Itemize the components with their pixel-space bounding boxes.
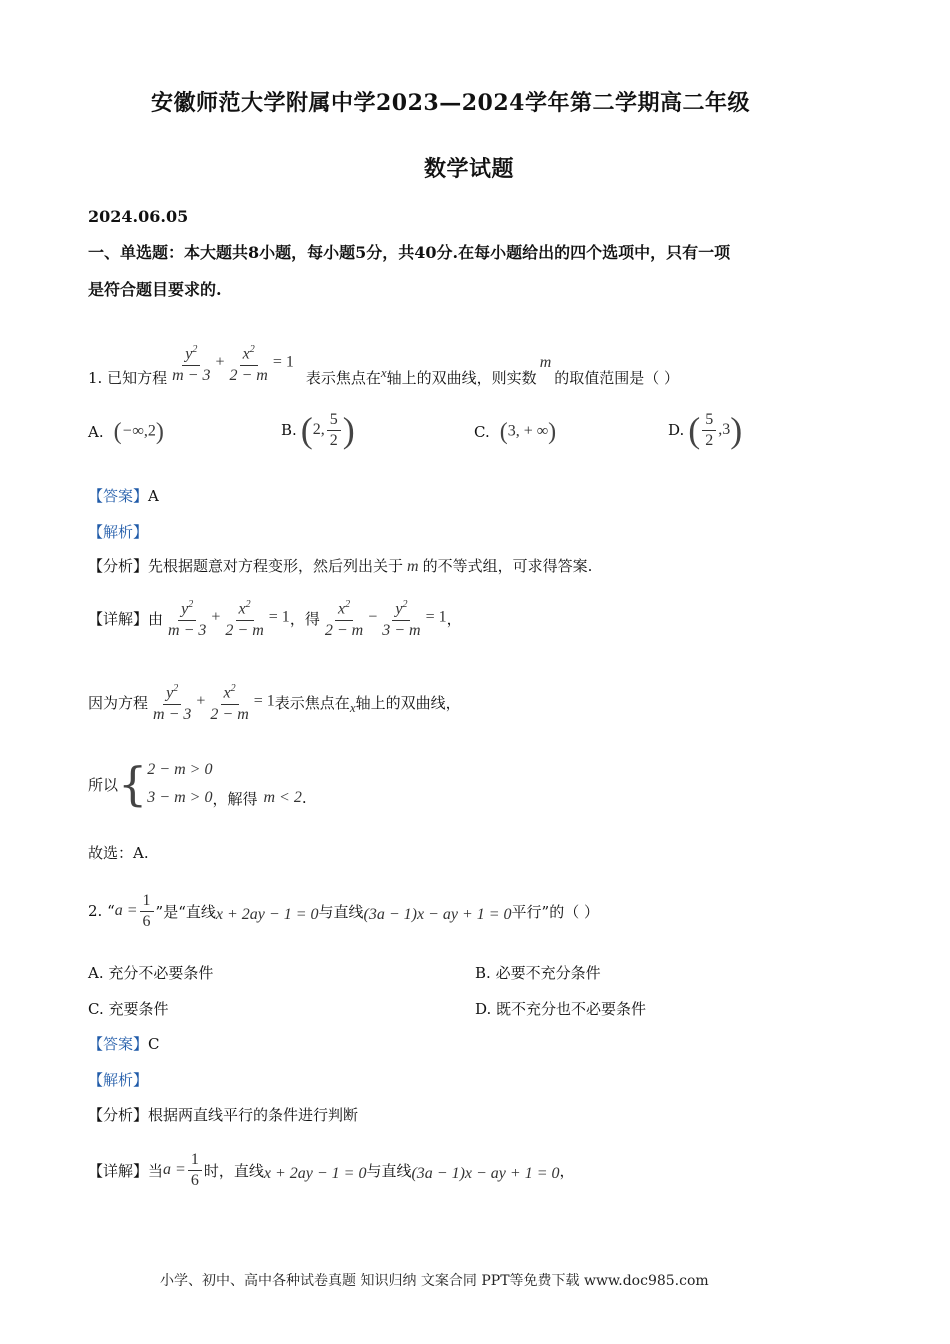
answer-line: 【答案】A xyxy=(88,487,159,505)
exam-date: 2024.06.05 xyxy=(88,207,189,226)
detail-system: 所以 { 2 − m > 0 3 − m > 0 ，解得 m < 2 . xyxy=(88,757,307,811)
detail-line-2: 因为方程 $\frac{y^2}{m - 3}$ + $\frac{x^2}{2 - m}$ = 1 表示焦点在 x 轴上的双曲线， xyxy=(88,672,461,732)
option-d: D. ( $\frac{5}{2}$ ,3 ) xyxy=(668,410,743,450)
page-title: 安徽师范大学附属中学2023—2024学年第二学期高二年级 xyxy=(151,90,750,116)
answer-line: 【答案】C xyxy=(88,1035,160,1053)
option-c: C. (3, + ∞) xyxy=(474,419,557,445)
option-d: D. 既不充分也不必要条件 xyxy=(475,1000,647,1018)
option-a: A. (−∞,2) xyxy=(88,419,164,445)
option-c: C. 充要条件 xyxy=(88,1000,169,1018)
analysis-heading: 【解析】 xyxy=(88,523,149,541)
analysis-text: 【分析】先根据题意对方程变形，然后列出关于 m 的不等式组，可求得答案. xyxy=(88,557,593,575)
question-2-stem: 2. “ a = $\frac{1}{6}$ ”是“直线 x + 2ay − 1 = 0 与直线 (3a − 1)x − ay + 1 = 0 平行”的（ ） xyxy=(88,891,599,930)
analysis-text: 【分析】根据两直线平行的条件进行判断 xyxy=(88,1106,359,1124)
analysis-heading: 【解析】 xyxy=(88,1071,149,1089)
option-b: B. ( 2, $\frac{5}{2}$ ) xyxy=(281,410,355,450)
section-heading-line2: 是符合题目要求的. xyxy=(88,280,222,299)
option-a: A. 充分不必要条件 xyxy=(88,964,214,982)
page-subtitle: 数学试题 xyxy=(424,156,515,182)
detail-line: 【详解】 当 a = $\frac{1}{6}$ 时，直线 x + 2ay − 1 = 0 与直线 (3a − 1)x − ay + 1 = 0 ， xyxy=(88,1150,575,1189)
question-1-stem: 1. 已知方程 $\frac{y^2}{m - 3}$ + $\frac{x^2}{2 - m}$ = 1 表示焦点在 x 轴上的双曲线，则实数 m 的取值范围是（ ） xyxy=(88,328,679,398)
choice-line: 故选：A. xyxy=(88,844,149,862)
section-heading-line1: 一、单选题：本大题共8小题，每小题5分，共40分.在每小题给出的四个选项中，只有一项 xyxy=(88,243,731,262)
equation: $\frac{y^2}{m - 3}$ + $\frac{x^2}{2 - m}$ = 1 xyxy=(167,341,294,384)
detail-line-1: 【详解】 由 $\frac{y^2}{m - 3}$ + $\frac{x^2}{2 - m}$ = 1 ，得 $\frac{x^2}{2 - m}$ − $\frac{y^2}{3 - m}$ = 1 ， xyxy=(88,588,462,648)
footer-text: 小学、初中、高中各种试卷真题 知识归纳 文案合同 PPT等免费下载 www.doc985.com xyxy=(160,1273,709,1289)
option-b: B. 必要不充分条件 xyxy=(475,964,601,982)
